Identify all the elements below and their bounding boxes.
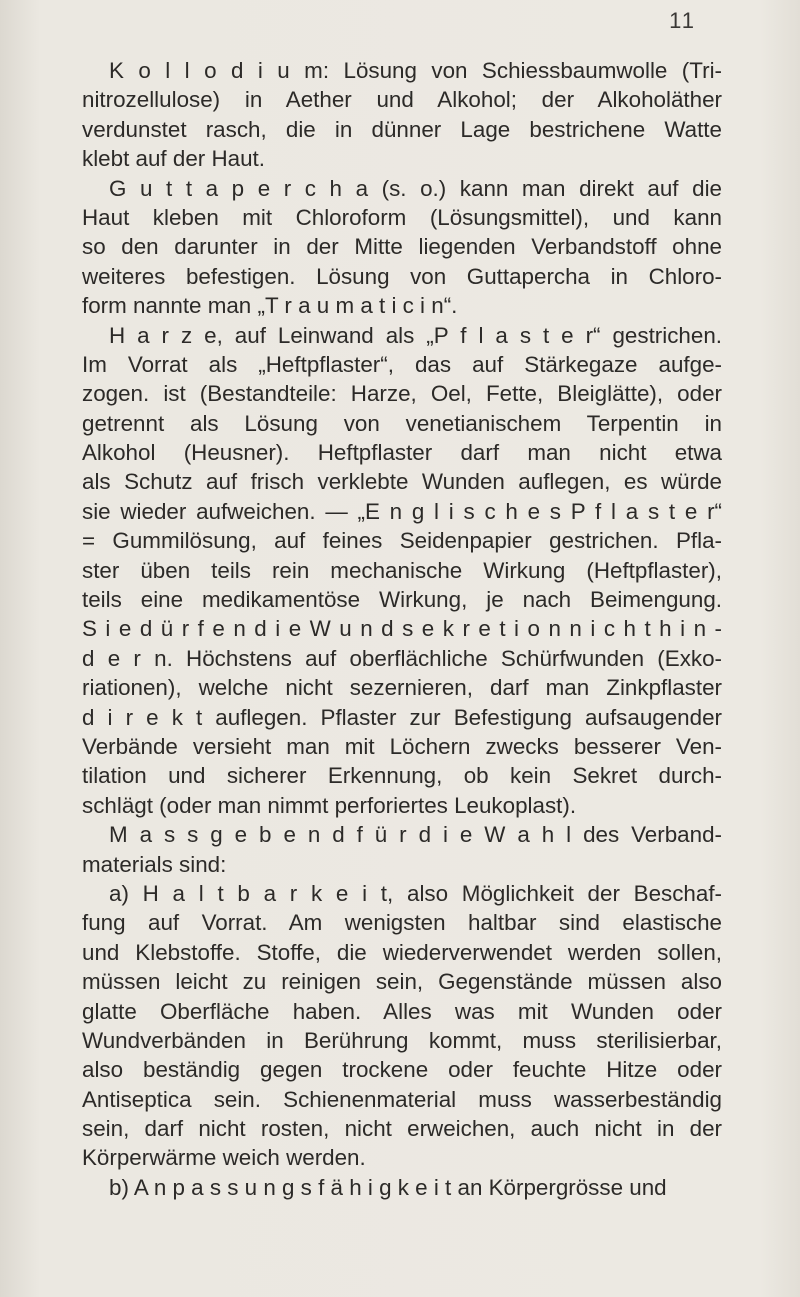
text-line: zogen. ist (Bestandteile: Harze, Oel, Fette, Bleiglätte), oder — [82, 381, 722, 407]
text-line: d i r e k t auflegen. Pflaster zur Befestigung aufsaugender — [82, 704, 722, 730]
text-line: ster üben teils rein mechanische Wirkung (Heftpflaster), — [82, 557, 722, 583]
page-number: 11 — [669, 8, 696, 33]
text-line: G u t t a p e r c h a (s. o.) kann man direkt auf die — [109, 175, 722, 201]
text-line: Im Vorrat als „Heftpflaster“, das auf Stärkegaze aufge- — [82, 351, 722, 377]
text-line: sie wieder aufweichen. — „E n g l i s c h e s P f l a s t e r“ — [82, 498, 722, 524]
text-line: so den darunter in der Mitte liegenden Verbandstoff ohne — [82, 234, 722, 260]
text-line: = Gummilösung, auf feines Seidenpapier gestrichen. Pfla- — [82, 528, 722, 554]
text-line: Wundverbänden in Berührung kommt, muss sterilisierbar, — [82, 1027, 722, 1053]
text-line: H a r z e, auf Leinwand als „P f l a s t e r“ gestrichen. — [109, 322, 722, 348]
text-line: tilation und sicherer Erkennung, ob kein Sekret durch- — [82, 763, 722, 789]
text-line: sein, darf nicht rosten, nicht erweichen, auch nicht in der — [82, 1116, 722, 1142]
text-line: und Klebstoffe. Stoffe, die wiederverwendet werden sollen, — [82, 939, 722, 965]
text-line: form nannte man „T r a u m a t i c i n“. — [82, 293, 458, 319]
text-line: schlägt (oder man nimmt perforiertes Leukoplast). — [82, 792, 577, 818]
text-line: fung auf Vorrat. Am wenigsten haltbar sind elastische — [82, 910, 722, 936]
text-line: teils eine medikamentöse Wirkung, je nach Beimengung. — [82, 587, 722, 613]
body-text — [82, 56, 722, 1202]
text-line: also beständig gegen trockene oder feuchte Hitze oder — [82, 1057, 722, 1083]
text-line: S i e d ü r f e n d i e W u n d s e k r e t i o n n i c h t h i n - — [82, 616, 722, 642]
text-line: d e r n. Höchstens auf oberflächliche Schürfwunden (Exko- — [82, 645, 722, 671]
text-line: materials sind: — [82, 851, 227, 877]
text-line: klebt auf der Haut. — [82, 146, 265, 172]
text-line: Verbände versieht man mit Löchern zwecks besserer Ven- — [82, 733, 722, 759]
text-line: b) A n p a s s u n g s f ä h i g k e i t an Körpergrösse und — [109, 1174, 667, 1200]
text-line: K o l l o d i u m: Lösung von Schiessbaumwolle (Tri- — [109, 58, 722, 83]
text-line: Antiseptica sein. Schienenmaterial muss wasserbeständig — [82, 1086, 722, 1112]
text-line: nitrozellulose) in Aether und Alkohol; der Alkoholäther — [82, 87, 722, 113]
text-line: Alkohol (Heusner). Heftpflaster darf man nicht etwa — [82, 440, 722, 466]
text-line: weiteres befestigen. Lösung von Guttapercha in Chloro- — [82, 263, 722, 289]
text-line: glatte Oberfläche haben. Alles was mit Wunden oder — [82, 998, 722, 1024]
text-line: müssen leicht zu reinigen sein, Gegenstände müssen also — [82, 969, 722, 995]
text-line: als Schutz auf frisch verklebte Wunden auflegen, es würde — [82, 469, 722, 495]
text-line: a) H a l t b a r k e i t, also Möglichkeit der Beschaf- — [109, 880, 722, 906]
text-line: Körperwärme weich werden. — [82, 1145, 366, 1171]
text-line: Haut kleben mit Chloroform (Lösungsmittel), und kann — [82, 204, 722, 230]
text-line: M a s s g e b e n d f ü r d i e W a h l des Verband- — [109, 822, 722, 848]
text-line: getrennt als Lösung von venetianischem Terpentin in — [82, 410, 722, 436]
text-line: verdunstet rasch, die in dünner Lage bestrichene Watte — [82, 116, 722, 142]
text-line: riationen), welche nicht sezernieren, darf man Zinkpflaster — [82, 675, 722, 701]
